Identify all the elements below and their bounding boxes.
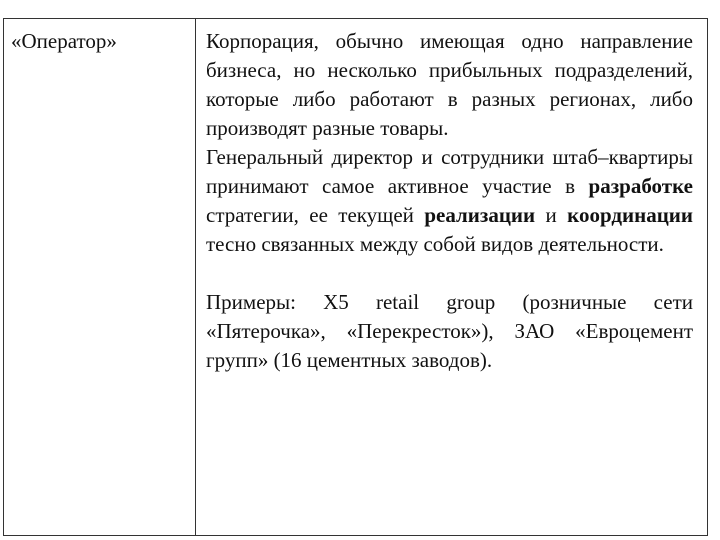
- p2-text-c: стратегии, ее текущей: [206, 203, 425, 227]
- p2-bold-development: разработке: [588, 174, 693, 198]
- p2-bold-coordination: координации: [567, 203, 693, 227]
- term-label: «Оператор»: [11, 29, 117, 53]
- definition-paragraph-1: Корпорация, обычно имеющая одно направление бизнеса, но несколько прибыльных подразделений, которые либо работают в разных регионах, либо производят разные товары.: [206, 29, 693, 140]
- definition-cell: [196, 19, 707, 535]
- p2-bold-implementation: реализации: [424, 203, 536, 227]
- p2-text-d: и: [535, 203, 568, 227]
- p2-text-e: тесно связанных между собой видов деятельности.: [206, 232, 664, 256]
- term-cell: [4, 19, 196, 535]
- definition-table: [3, 18, 708, 536]
- examples-paragraph: Примеры: X5 retail group (розничные сети «Пятерочка», «Перекресток»), ЗАО «Евроцемент групп» (16 цементных заводов).: [206, 290, 693, 372]
- paragraph-spacer: [206, 259, 693, 288]
- definition-paragraph-2: [206, 143, 693, 259]
- p2-text-a: Генеральный директор и сотрудники штаб–квартиры принимают самое активное участие в: [206, 145, 693, 198]
